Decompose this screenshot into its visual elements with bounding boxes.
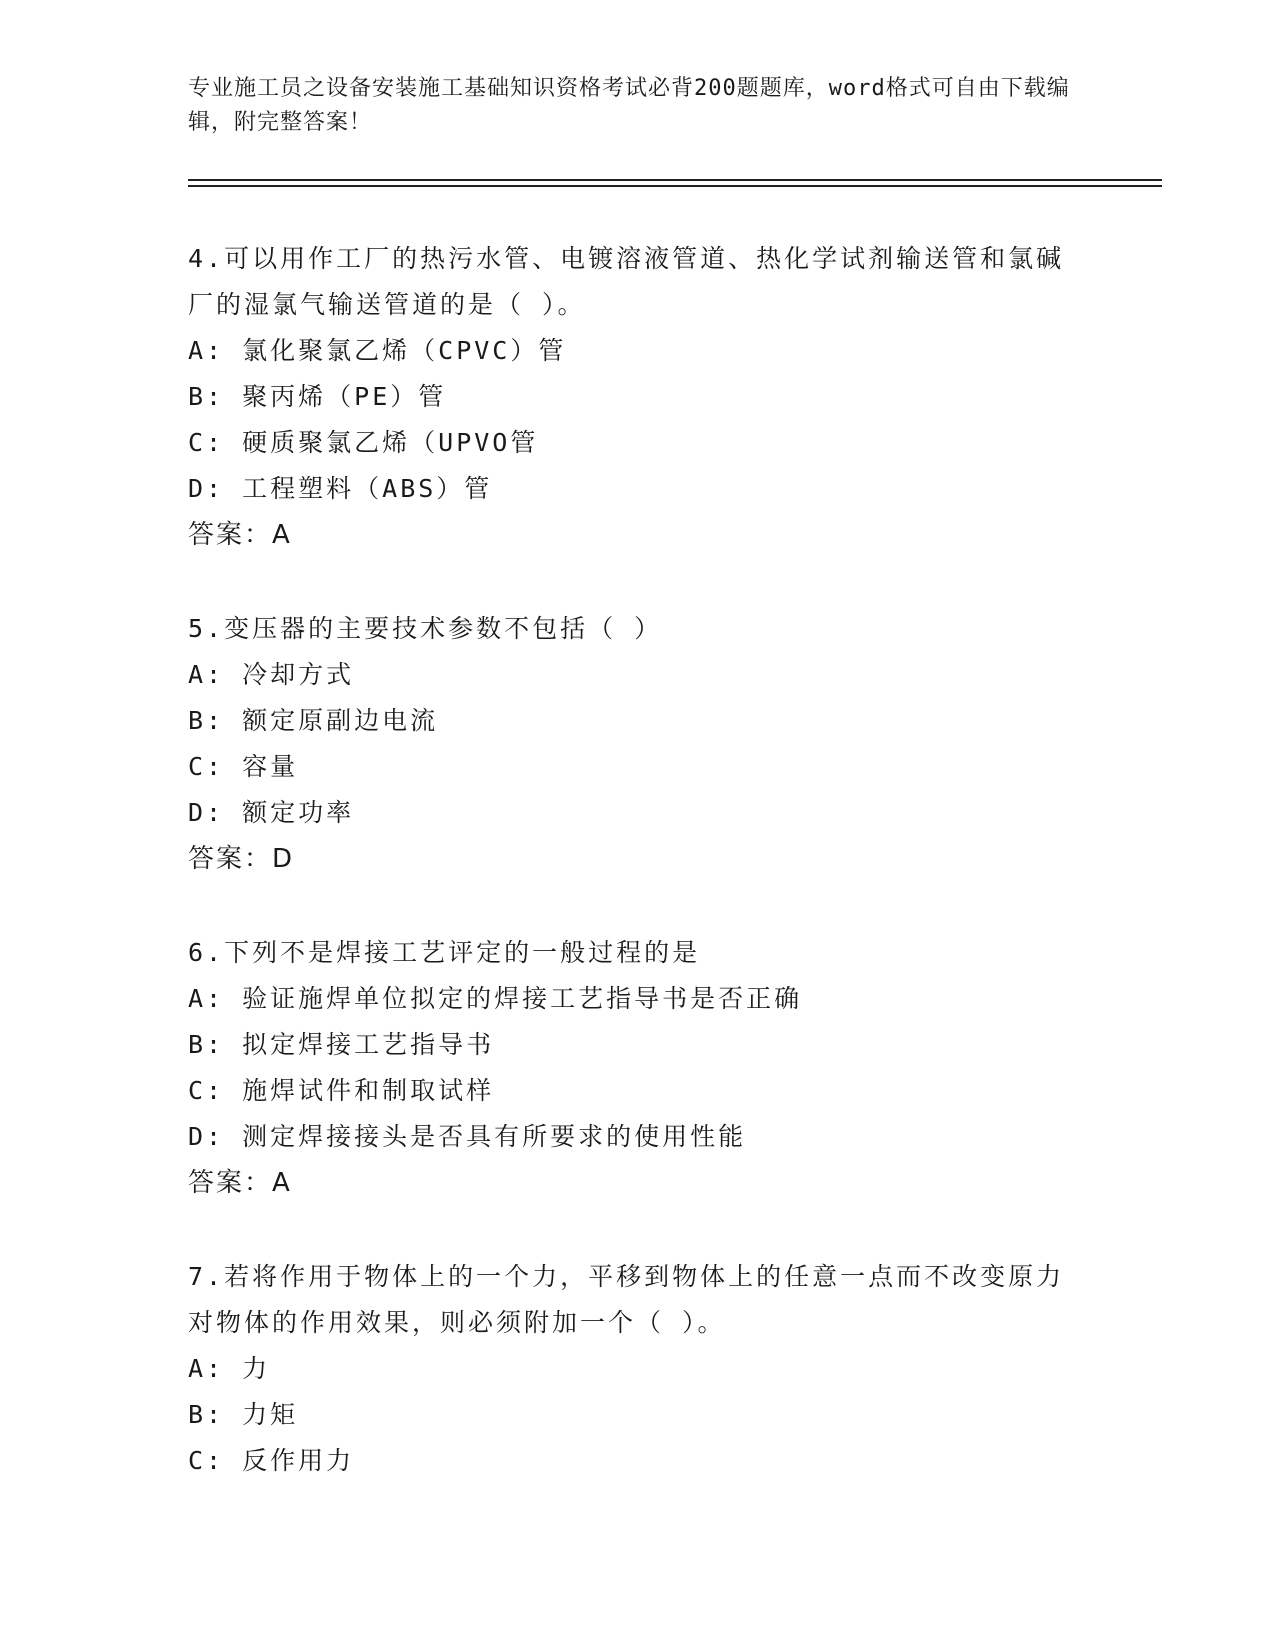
option-c: C: 施焊试件和制取试样 xyxy=(188,1076,495,1105)
option-d: D: 测定焊接接头是否具有所要求的使用性能 xyxy=(188,1122,747,1151)
option-c: C: 反作用力 xyxy=(188,1446,355,1475)
question-stem: 7.若将作用于物体上的一个力，平移到物体上的任意一点而不改变原力对物体的作用效果，则必须附加一个（ ）。 xyxy=(188,1262,1065,1337)
option-a: A: 冷却方式 xyxy=(188,660,355,689)
option-b: B: 聚丙烯（PE）管 xyxy=(188,382,447,411)
option-d: D: 额定功率 xyxy=(188,798,355,827)
answer-line: 答案：A xyxy=(188,520,292,550)
option-c: C: 容量 xyxy=(188,752,299,781)
question-6 xyxy=(188,930,1088,1206)
answer-line: 答案：D xyxy=(188,844,295,874)
answer-line: 答案：A xyxy=(188,1168,292,1198)
option-b: B: 额定原副边电流 xyxy=(188,706,439,735)
question-stem: 6.下列不是焊接工艺评定的一般过程的是 xyxy=(188,938,701,967)
question-7 xyxy=(188,1254,1088,1484)
option-a: A: 验证施焊单位拟定的焊接工艺指导书是否正确 xyxy=(188,984,803,1013)
header-divider-bottom xyxy=(188,185,1162,187)
option-d: D: 工程塑料（ABS）管 xyxy=(188,474,493,503)
header-divider-top xyxy=(188,179,1162,181)
option-c: C: 硬质聚氯乙烯（UPVO管 xyxy=(188,428,539,457)
option-b: B: 拟定焊接工艺指导书 xyxy=(188,1030,495,1059)
question-stem: 4.可以用作工厂的热污水管、电镀溶液管道、热化学试剂输送管和氯碱厂的湿氯气输送管道的是（ ）。 xyxy=(188,244,1065,319)
document-header: 专业施工员之设备安装施工基础知识资格考试必背200题题库，word格式可自由下载编辑，附完整答案！ xyxy=(188,76,1070,135)
question-stem: 5.变压器的主要技术参数不包括（ ） xyxy=(188,614,663,643)
option-b: B: 力矩 xyxy=(188,1400,299,1429)
option-a: A: 力 xyxy=(188,1354,271,1383)
option-a: A: 氯化聚氯乙烯（CPVC）管 xyxy=(188,336,567,365)
question-5 xyxy=(188,606,1088,882)
question-list xyxy=(188,236,1088,1532)
question-4 xyxy=(188,236,1088,558)
